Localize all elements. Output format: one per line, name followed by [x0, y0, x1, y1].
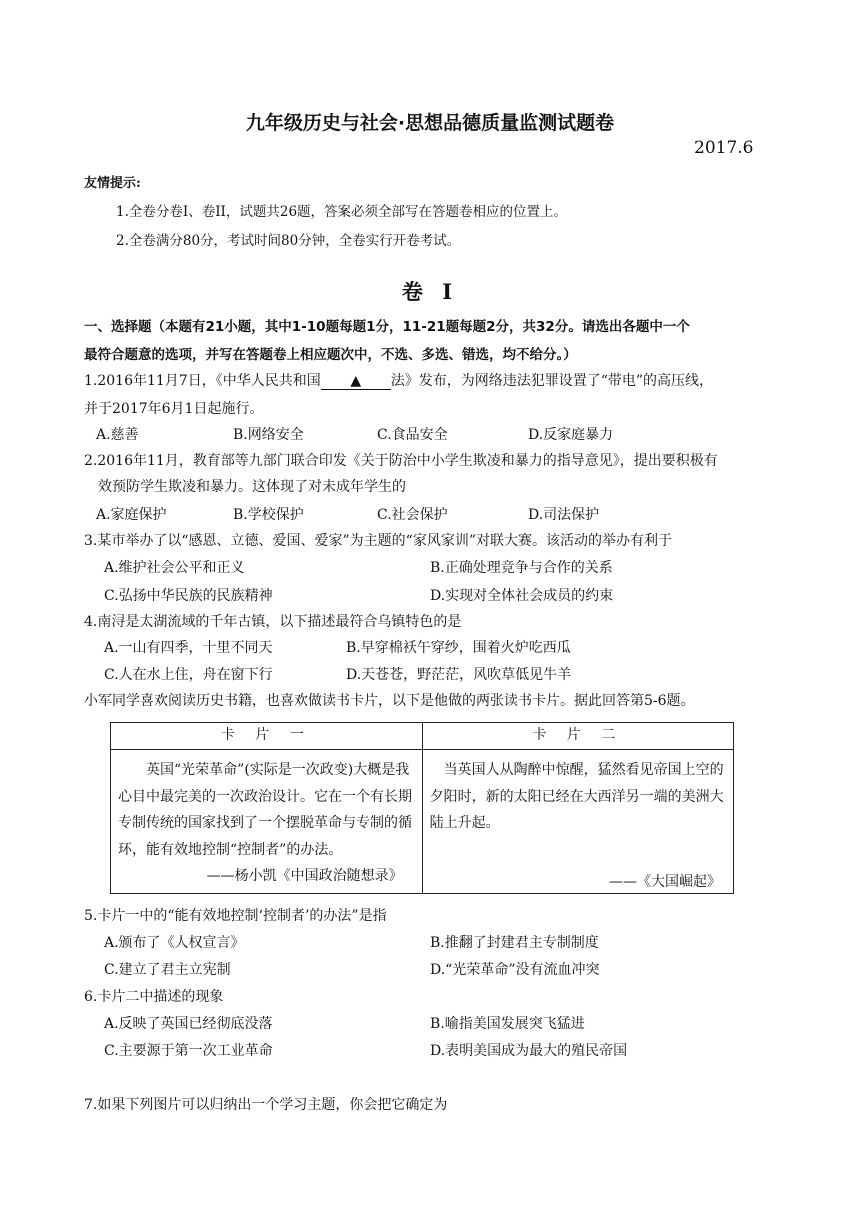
- part1-instructions-line2: 最符合题意的选项，并写在答题卷上相应题次中，不选、多选、错选，均不给分。）: [84, 347, 577, 363]
- tip-item-2: 2.全卷满分80分，考试时间80分钟，全卷实行开卷考试。: [116, 233, 461, 249]
- q2-option-c: C.社会保护: [377, 507, 448, 523]
- card-1-source: ——杨小凯《中国政治随想录》: [206, 868, 403, 884]
- question-1-text-pre: 1.2016年11月7日，《中华人民共和国: [84, 373, 321, 389]
- q6-option-d: D.表明美国成为最大的殖民帝国: [430, 1043, 628, 1059]
- question-5: 5.卡片一中的“能有效地控制‘控制者’的办法”是指: [84, 908, 387, 924]
- reading-cards-table: [110, 722, 734, 894]
- card-1-text: 英国“光荣革命”(实际是一次政变)大概是我心目中最完美的一次政治设计。它在一个有长期专制传统的国家找到了一个摆脱革命与专制的循环，能有效地控制“控制者”的办法。: [118, 762, 412, 858]
- q5-option-c: C.建立了君主立宪制: [104, 962, 231, 978]
- card-1: [111, 750, 423, 894]
- question-1-line2: 并于2017年6月1日起施行。: [84, 401, 264, 417]
- card-2-source: ——《大国崛起》: [609, 873, 721, 890]
- q5-option-d: D.“光荣革命”没有流血冲突: [430, 962, 600, 978]
- q3-option-a: A.维护社会公平和正义: [104, 560, 245, 576]
- section-title: 卷 I: [401, 279, 459, 304]
- part1-instructions-line1: 一、选择题（本题有21小题，其中1-10题每题1分，11-21题每题2分，共32分。请选出各题中一个: [84, 319, 690, 335]
- q4-option-d: D.天苍苍，野茫茫，风吹草低见牛羊: [346, 667, 572, 683]
- q6-option-a: A.反映了英国已经彻底没落: [104, 1016, 273, 1032]
- card-2: [422, 750, 733, 894]
- page-title: 九年级历史与社会·思想品德质量监测试题卷: [245, 112, 615, 134]
- q2-option-b: B.学校保护: [233, 507, 304, 523]
- q4-option-a: A.一山有四季，十里不同天: [104, 640, 273, 656]
- q6-option-b: B.喻指美国发展突飞猛进: [430, 1016, 585, 1032]
- q3-option-d: D.实现对全体社会成员的约束: [430, 588, 614, 604]
- answer-blank: ▲: [321, 374, 391, 390]
- tips-heading: 友情提示:: [84, 176, 141, 191]
- q4-option-c: C.人在水上住，舟在窗下行: [104, 667, 273, 683]
- question-7: 7.如果下列图片可以归纳出一个学习主题，你会把它确定为: [84, 1097, 448, 1113]
- q5-option-a: A.颁布了《人权宣言》: [104, 935, 245, 951]
- question-3: 3.某市举办了以“感恩、立德、爱国、爱家”为主题的“家风家训”对联大赛。该活动的举办有利于: [84, 533, 672, 549]
- q2-option-d: D.司法保护: [528, 507, 600, 523]
- q1-option-c: C.食品安全: [377, 427, 448, 443]
- q3-option-b: B.正确处理竞争与合作的关系: [430, 560, 613, 576]
- q6-option-c: C.主要源于第一次工业革命: [104, 1043, 273, 1059]
- exam-date: 2017.6: [694, 138, 754, 158]
- question-4: 4.南浔是太湖流域的千年古镇，以下描述最符合乌镇特色的是: [84, 614, 462, 630]
- q2-option-a: A.家庭保护: [96, 507, 167, 523]
- card-1-header: 卡 片 一: [111, 723, 423, 750]
- q5-option-b: B.推翻了封建君主专制制度: [430, 935, 599, 951]
- question-6: 6.卡片二中描述的现象: [84, 989, 224, 1005]
- card-2-text: 当英国人从陶醉中惊醒，猛然看见帝国上空的夕阳时，新的太阳已经在大西洋另一端的美洲大陆上升起。: [429, 762, 724, 831]
- tip-item-1: 1.全卷分卷I、卷II，试题共26题，答案必须全部写在答题卷相应的位置上。: [116, 204, 568, 220]
- q1-option-d: D.反家庭暴力: [528, 427, 614, 443]
- question-2-line1: 2.2016年11月，教育部等九部门联合印发《关于防治中小学生欺凌和暴力的指导意见》，提出要积极有: [84, 453, 718, 469]
- intro-5-6: 小军同学喜欢阅读历史书籍，也喜欢做读书卡片，以下是他做的两张读书卡片。据此回答第5-6题。: [84, 693, 695, 709]
- question-1: [84, 370, 713, 390]
- q3-option-c: C.弘扬中华民族的民族精神: [104, 588, 273, 604]
- q1-option-b: B.网络安全: [233, 427, 304, 443]
- question-2-line2: 效预防学生欺凌和暴力。这体现了对未成年学生的: [98, 479, 406, 495]
- question-1-text-post: 法》发布，为网络违法犯罪设置了“带电”的高压线，: [390, 373, 714, 389]
- card-2-header: 卡 片 二: [422, 723, 733, 750]
- q4-option-b: B.早穿棉袄午穿纱，围着火炉吃西瓜: [346, 640, 571, 656]
- q1-option-a: A.慈善: [96, 427, 139, 443]
